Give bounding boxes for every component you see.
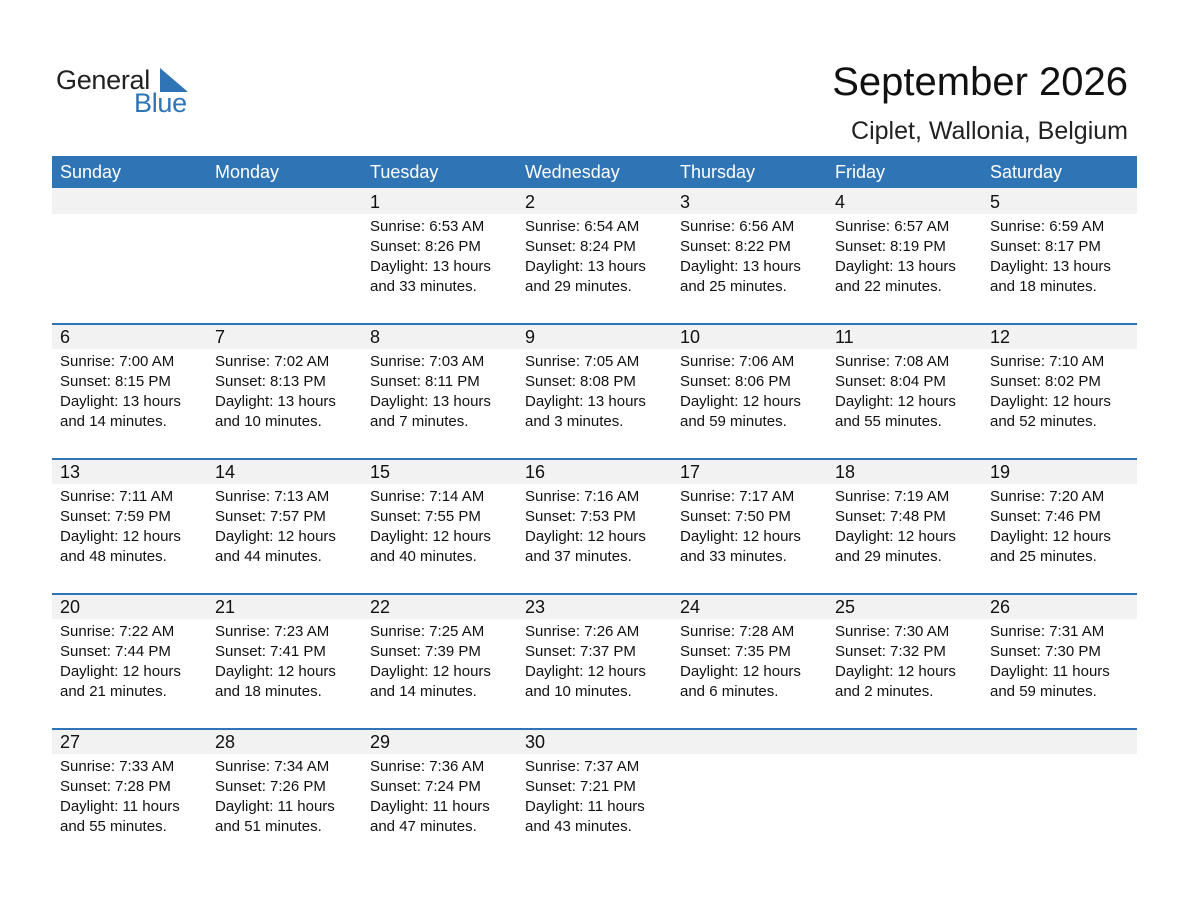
day-sunset: Sunset: 7:32 PM — [835, 643, 946, 660]
day-daylight2: and 10 minutes. — [215, 413, 322, 430]
day-sunset: Sunset: 8:15 PM — [60, 373, 171, 390]
day-cell — [827, 593, 982, 728]
day-info — [215, 352, 362, 432]
day-number: 10 — [680, 327, 701, 347]
day-number: 30 — [525, 732, 546, 752]
weekday-header-row — [52, 156, 1137, 188]
day-daylight2: and 59 minutes. — [680, 413, 787, 430]
day-sunrise: Sunrise: 7:34 AM — [215, 758, 330, 775]
day-daylight1: Daylight: 12 hours — [835, 663, 956, 680]
day-cell — [52, 593, 207, 728]
day-daylight2: and 43 minutes. — [525, 818, 632, 835]
weekday-header-thursday: Thursday — [680, 162, 756, 182]
day-sunrise: Sunrise: 7:08 AM — [835, 353, 950, 370]
day-sunrise: Sunrise: 7:25 AM — [370, 623, 485, 640]
day-number: 17 — [680, 462, 701, 482]
day-info — [370, 757, 517, 837]
day-info — [525, 352, 672, 432]
day-number: 23 — [525, 597, 546, 617]
day-info — [835, 487, 982, 567]
day-sunset: Sunset: 7:30 PM — [990, 643, 1101, 660]
day-number: 27 — [60, 732, 81, 752]
day-cell — [672, 458, 827, 593]
day-daylight2: and 22 minutes. — [835, 278, 942, 295]
weekday-header-friday: Friday — [835, 162, 886, 182]
day-daylight1: Daylight: 12 hours — [835, 393, 956, 410]
day-daylight2: and 25 minutes. — [680, 278, 787, 295]
day-daylight2: and 25 minutes. — [990, 548, 1097, 565]
empty-day-cell — [52, 188, 207, 323]
day-daylight2: and 29 minutes. — [525, 278, 632, 295]
day-number: 20 — [60, 597, 81, 617]
day-number: 24 — [680, 597, 701, 617]
day-sunrise: Sunrise: 7:11 AM — [60, 488, 174, 505]
day-info — [525, 622, 672, 702]
day-cell — [52, 458, 207, 593]
day-daylight1: Daylight: 13 hours — [370, 393, 491, 410]
week-row — [52, 593, 1137, 728]
day-daylight2: and 55 minutes. — [835, 413, 942, 430]
day-daylight2: and 37 minutes. — [525, 548, 632, 565]
day-number: 4 — [835, 192, 846, 212]
day-sunrise: Sunrise: 7:03 AM — [370, 353, 485, 370]
day-sunrise: Sunrise: 7:16 AM — [525, 488, 640, 505]
day-info — [680, 217, 827, 297]
location-subtitle: Ciplet, Wallonia, Belgium — [851, 117, 1128, 145]
day-sunrise: Sunrise: 7:37 AM — [525, 758, 640, 775]
day-info — [60, 622, 207, 702]
day-daylight2: and 7 minutes. — [370, 413, 469, 430]
day-daylight1: Daylight: 13 hours — [990, 258, 1111, 275]
logo-word-blue: Blue — [134, 88, 187, 118]
day-daylight1: Daylight: 13 hours — [835, 258, 956, 275]
calendar-grid — [52, 156, 1137, 863]
day-sunrise: Sunrise: 7:23 AM — [215, 623, 330, 640]
day-info — [990, 487, 1137, 567]
day-number: 21 — [215, 597, 236, 617]
day-number: 2 — [525, 192, 536, 212]
day-cell — [207, 458, 362, 593]
day-sunrise: Sunrise: 7:30 AM — [835, 623, 950, 640]
day-sunset: Sunset: 7:41 PM — [215, 643, 326, 660]
day-daylight1: Daylight: 12 hours — [60, 663, 181, 680]
day-cell — [672, 188, 827, 323]
day-info — [370, 352, 517, 432]
day-cell — [827, 458, 982, 593]
day-number: 13 — [60, 462, 81, 482]
day-cell — [517, 593, 672, 728]
day-info — [835, 217, 982, 297]
day-daylight1: Daylight: 13 hours — [680, 258, 801, 275]
day-number: 15 — [370, 462, 391, 482]
day-daylight2: and 59 minutes. — [990, 683, 1097, 700]
day-info — [680, 487, 827, 567]
day-cell — [517, 458, 672, 593]
day-cell — [207, 728, 362, 863]
day-cell — [207, 323, 362, 458]
day-daylight1: Daylight: 11 hours — [990, 663, 1110, 680]
day-daylight2: and 33 minutes. — [370, 278, 477, 295]
day-sunset: Sunset: 8:02 PM — [990, 373, 1101, 390]
day-daylight2: and 52 minutes. — [990, 413, 1097, 430]
calendar-weeks — [52, 188, 1137, 863]
day-info — [680, 622, 827, 702]
day-daylight1: Daylight: 12 hours — [835, 528, 956, 545]
day-daylight2: and 2 minutes. — [835, 683, 934, 700]
day-cell — [982, 323, 1137, 458]
day-daylight1: Daylight: 11 hours — [370, 798, 490, 815]
day-cell — [362, 728, 517, 863]
page-title: September 2026 — [832, 60, 1128, 104]
logo-word-general: General — [56, 65, 150, 95]
day-daylight2: and 18 minutes. — [215, 683, 322, 700]
day-sunset: Sunset: 8:19 PM — [835, 238, 946, 255]
day-info — [680, 352, 827, 432]
week-row — [52, 458, 1137, 593]
day-daylight1: Daylight: 12 hours — [680, 663, 801, 680]
weekday-header-tuesday: Tuesday — [370, 162, 439, 182]
day-daylight2: and 14 minutes. — [370, 683, 477, 700]
day-number: 11 — [835, 327, 854, 347]
logo — [56, 64, 196, 120]
day-cell — [362, 323, 517, 458]
day-info — [835, 622, 982, 702]
day-number: 7 — [215, 327, 226, 347]
day-sunset: Sunset: 7:48 PM — [835, 508, 946, 525]
day-daylight2: and 47 minutes. — [370, 818, 477, 835]
day-sunset: Sunset: 7:35 PM — [680, 643, 791, 660]
day-sunrise: Sunrise: 7:28 AM — [680, 623, 795, 640]
day-daylight2: and 40 minutes. — [370, 548, 477, 565]
day-sunrise: Sunrise: 7:10 AM — [990, 353, 1105, 370]
day-sunrise: Sunrise: 6:57 AM — [835, 218, 950, 235]
day-sunrise: Sunrise: 7:36 AM — [370, 758, 485, 775]
day-daylight1: Daylight: 11 hours — [215, 798, 335, 815]
day-cell — [362, 188, 517, 323]
day-daylight1: Daylight: 12 hours — [990, 393, 1111, 410]
day-sunrise: Sunrise: 7:20 AM — [990, 488, 1105, 505]
empty-day-cell — [207, 188, 362, 323]
day-info — [60, 487, 207, 567]
day-number: 14 — [215, 462, 236, 482]
day-number: 3 — [680, 192, 691, 212]
day-cell — [362, 593, 517, 728]
day-info — [215, 487, 362, 567]
day-sunset: Sunset: 8:17 PM — [990, 238, 1101, 255]
day-daylight2: and 6 minutes. — [680, 683, 779, 700]
day-sunset: Sunset: 7:53 PM — [525, 508, 636, 525]
day-info — [990, 352, 1137, 432]
day-info — [370, 487, 517, 567]
week-row — [52, 323, 1137, 458]
day-sunrise: Sunrise: 7:26 AM — [525, 623, 640, 640]
day-sunrise: Sunrise: 6:56 AM — [680, 218, 795, 235]
day-number: 5 — [990, 192, 1001, 212]
empty-day-cell — [827, 728, 982, 863]
day-daylight1: Daylight: 11 hours — [525, 798, 645, 815]
day-cell — [672, 323, 827, 458]
day-number: 28 — [215, 732, 236, 752]
day-daylight2: and 3 minutes. — [525, 413, 624, 430]
day-info — [525, 757, 672, 837]
day-cell — [207, 593, 362, 728]
week-row — [52, 728, 1137, 863]
day-cell — [982, 593, 1137, 728]
empty-day-cell — [982, 728, 1137, 863]
day-daylight2: and 14 minutes. — [60, 413, 167, 430]
day-daylight1: Daylight: 13 hours — [370, 258, 491, 275]
day-cell — [362, 458, 517, 593]
day-daylight2: and 21 minutes. — [60, 683, 167, 700]
day-daylight1: Daylight: 13 hours — [215, 393, 336, 410]
day-info — [525, 487, 672, 567]
day-number: 22 — [370, 597, 391, 617]
day-daylight1: Daylight: 12 hours — [680, 393, 801, 410]
day-info — [990, 217, 1137, 297]
day-info — [370, 622, 517, 702]
day-daylight2: and 51 minutes. — [215, 818, 322, 835]
day-sunset: Sunset: 7:24 PM — [370, 778, 481, 795]
day-sunrise: Sunrise: 6:54 AM — [525, 218, 640, 235]
day-number: 16 — [525, 462, 546, 482]
day-sunset: Sunset: 8:06 PM — [680, 373, 791, 390]
day-cell — [517, 728, 672, 863]
day-daylight1: Daylight: 12 hours — [525, 663, 646, 680]
day-sunset: Sunset: 7:26 PM — [215, 778, 326, 795]
day-sunset: Sunset: 7:57 PM — [215, 508, 326, 525]
day-sunset: Sunset: 8:04 PM — [835, 373, 946, 390]
day-sunset: Sunset: 8:11 PM — [370, 373, 480, 390]
day-cell — [672, 593, 827, 728]
week-row — [52, 188, 1137, 323]
day-info — [370, 217, 517, 297]
empty-day-cell — [672, 728, 827, 863]
day-number: 25 — [835, 597, 856, 617]
day-sunrise: Sunrise: 7:06 AM — [680, 353, 795, 370]
day-sunrise: Sunrise: 7:02 AM — [215, 353, 330, 370]
day-daylight1: Daylight: 12 hours — [680, 528, 801, 545]
day-daylight1: Daylight: 12 hours — [60, 528, 181, 545]
day-daylight1: Daylight: 12 hours — [525, 528, 646, 545]
day-sunset: Sunset: 7:21 PM — [525, 778, 636, 795]
day-daylight2: and 44 minutes. — [215, 548, 322, 565]
day-cell — [827, 188, 982, 323]
day-sunset: Sunset: 8:22 PM — [680, 238, 791, 255]
day-daylight1: Daylight: 13 hours — [525, 393, 646, 410]
day-info — [835, 352, 982, 432]
day-sunset: Sunset: 7:44 PM — [60, 643, 171, 660]
day-info — [525, 217, 672, 297]
day-sunset: Sunset: 7:50 PM — [680, 508, 791, 525]
day-sunrise: Sunrise: 6:59 AM — [990, 218, 1105, 235]
day-number: 29 — [370, 732, 391, 752]
weekday-header-sunday: Sunday — [60, 162, 122, 182]
day-info — [60, 757, 207, 837]
day-daylight2: and 55 minutes. — [60, 818, 167, 835]
day-sunrise: Sunrise: 7:31 AM — [990, 623, 1105, 640]
day-number: 18 — [835, 462, 856, 482]
day-number: 26 — [990, 597, 1011, 617]
day-cell — [517, 323, 672, 458]
day-daylight2: and 18 minutes. — [990, 278, 1097, 295]
day-info — [990, 622, 1137, 702]
day-daylight1: Daylight: 12 hours — [990, 528, 1111, 545]
day-daylight1: Daylight: 12 hours — [370, 663, 491, 680]
day-info — [215, 757, 362, 837]
day-sunrise: Sunrise: 7:14 AM — [370, 488, 485, 505]
day-sunrise: Sunrise: 7:22 AM — [60, 623, 175, 640]
day-cell — [982, 188, 1137, 323]
day-number: 9 — [525, 327, 536, 347]
day-sunset: Sunset: 8:13 PM — [215, 373, 326, 390]
day-cell — [52, 728, 207, 863]
day-sunset: Sunset: 8:08 PM — [525, 373, 636, 390]
day-sunrise: Sunrise: 7:00 AM — [60, 353, 175, 370]
day-daylight1: Daylight: 12 hours — [215, 663, 336, 680]
day-daylight2: and 10 minutes. — [525, 683, 632, 700]
day-number: 19 — [990, 462, 1011, 482]
day-number: 1 — [370, 192, 381, 212]
day-info — [215, 622, 362, 702]
day-sunset: Sunset: 7:39 PM — [370, 643, 481, 660]
day-daylight1: Daylight: 13 hours — [60, 393, 181, 410]
weekday-header-wednesday: Wednesday — [525, 162, 620, 182]
day-sunrise: Sunrise: 7:13 AM — [215, 488, 330, 505]
weekday-header-saturday: Saturday — [990, 162, 1063, 182]
day-daylight1: Daylight: 13 hours — [525, 258, 646, 275]
day-sunset: Sunset: 7:28 PM — [60, 778, 171, 795]
day-sunset: Sunset: 7:37 PM — [525, 643, 636, 660]
day-info — [60, 352, 207, 432]
day-sunrise: Sunrise: 7:05 AM — [525, 353, 640, 370]
day-number: 12 — [990, 327, 1011, 347]
day-daylight2: and 33 minutes. — [680, 548, 787, 565]
day-number: 6 — [60, 327, 71, 347]
day-sunrise: Sunrise: 6:53 AM — [370, 218, 485, 235]
day-daylight2: and 29 minutes. — [835, 548, 942, 565]
day-sunset: Sunset: 7:46 PM — [990, 508, 1101, 525]
day-sunset: Sunset: 8:24 PM — [525, 238, 636, 255]
day-daylight1: Daylight: 12 hours — [215, 528, 336, 545]
day-cell — [982, 458, 1137, 593]
day-sunset: Sunset: 8:26 PM — [370, 238, 481, 255]
day-sunrise: Sunrise: 7:33 AM — [60, 758, 175, 775]
day-cell — [517, 188, 672, 323]
weekday-header-monday: Monday — [215, 162, 280, 182]
day-daylight1: Daylight: 11 hours — [60, 798, 180, 815]
day-sunrise: Sunrise: 7:19 AM — [835, 488, 950, 505]
day-sunset: Sunset: 7:55 PM — [370, 508, 481, 525]
day-daylight2: and 48 minutes. — [60, 548, 167, 565]
day-sunrise: Sunrise: 7:17 AM — [680, 488, 795, 505]
day-daylight1: Daylight: 12 hours — [370, 528, 491, 545]
day-cell — [52, 323, 207, 458]
day-sunset: Sunset: 7:59 PM — [60, 508, 171, 525]
day-cell — [827, 323, 982, 458]
day-number: 8 — [370, 327, 381, 347]
